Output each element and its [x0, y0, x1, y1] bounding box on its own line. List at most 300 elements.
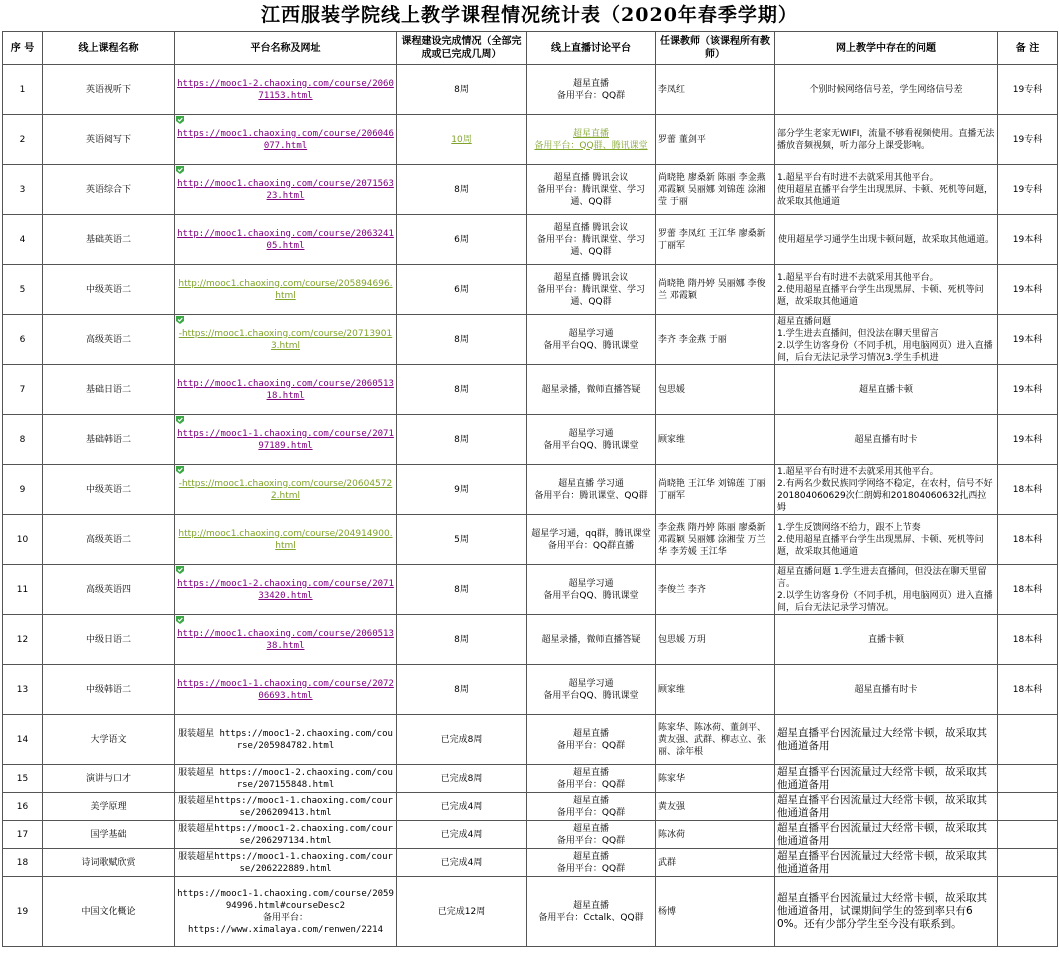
live-platform [527, 665, 656, 715]
remark-text [998, 465, 1058, 515]
row-number-text: 15 [16, 773, 29, 784]
teacher-list [656, 365, 775, 415]
progress-value [397, 793, 527, 821]
progress-value [397, 565, 527, 615]
row-number-text: 1 [19, 84, 26, 95]
row-number [3, 165, 43, 215]
progress-value [397, 765, 527, 793]
course-name [43, 465, 175, 515]
row-number [3, 821, 43, 849]
teacher-list-text: 包思媛 [658, 384, 686, 395]
teacher-list [656, 821, 775, 849]
row-number-text: 5 [19, 284, 26, 295]
platform-link-text[interactable]: http://mooc1.chaoxing.com/course/204914900.html [178, 528, 393, 551]
progress-value-text: 已完成4周 [440, 829, 483, 840]
progress-value [397, 615, 527, 665]
table-row [3, 165, 1058, 215]
issue-text-text: 超星直播平台因流量过大经常卡顿，故采取其他通道备用 [777, 822, 987, 847]
issue-text-text: 个别时候网络信号差，学生网络信号差 [809, 84, 963, 95]
issue-text-text: 超星直播平台因流量过大经常卡顿，故采取其他通道备用 [777, 766, 987, 791]
table-row [3, 215, 1058, 265]
platform-link[interactable] [175, 877, 397, 947]
table-row [3, 793, 1058, 821]
teacher-list [656, 65, 775, 115]
platform-link-text[interactable]: 服装超星 https://mooc1-2.chaoxing.com/course/207155848.html [178, 767, 393, 790]
remark-text [998, 849, 1058, 877]
platform-link[interactable] [175, 365, 397, 415]
issue-text [775, 215, 998, 265]
issue-text-text: 超星直播问题 1.学生进去直播间，但没法在聊天里留言。 2.以学生访客身份（不同手机，用电脑网页）进入直播间，后台无法记录学习情况。 [777, 567, 993, 613]
remark-text-text: 19专科 [1012, 84, 1043, 95]
row-number-text: 10 [16, 534, 29, 545]
live-platform-text: 超星直播 腾讯会议 备用平台：腾讯课堂、学习通、QQ群 [536, 172, 645, 207]
platform-link-text[interactable]: http://mooc1.chaoxing.com/course/205894696.html [178, 278, 393, 301]
platform-link[interactable] [175, 465, 397, 515]
teacher-list-text: 尚晓艳 王江华 刘锦莲 丁丽 丁丽军 [658, 478, 766, 501]
platform-link-text[interactable]: https://mooc1-1.chaoxing.com/course/207197189.html [177, 428, 394, 451]
row-number-text: 19 [16, 906, 29, 917]
remark-text-text: 19专科 [1012, 134, 1043, 145]
header-platform: 平台名称及网址 [175, 32, 397, 65]
progress-value-text: 已完成8周 [440, 734, 483, 745]
row-number [3, 515, 43, 565]
remark-text-text: 19本科 [1012, 384, 1043, 395]
teacher-list-text: 罗蕾 董剑平 [658, 134, 706, 145]
header-progress: 课程建设完成情况（全部完成或已完成几周） [397, 32, 527, 65]
platform-link-text[interactable]: http://mooc1.chaoxing.com/course/206324105.html [177, 228, 394, 251]
remark-text [998, 165, 1058, 215]
progress-value-text: 8周 [454, 434, 469, 445]
course-name [43, 821, 175, 849]
platform-link-text[interactable]: 服装超星 https://mooc1-2.chaoxing.com/course/205984782.html [178, 728, 393, 751]
check-flag-icon [175, 165, 185, 175]
header-course: 线上课程名称 [43, 32, 175, 65]
teacher-list [656, 115, 775, 165]
course-name-text: 基础日语二 [85, 384, 131, 395]
table-row [3, 465, 1058, 515]
teacher-list-text: 李俊兰 李齐 [658, 584, 706, 595]
row-number [3, 415, 43, 465]
table-row [3, 315, 1058, 365]
course-name-text: 高级英语四 [85, 584, 131, 595]
issue-text-text: 超星直播有时卡 [854, 434, 918, 445]
platform-link[interactable] [175, 615, 397, 665]
check-flag-icon [175, 115, 185, 125]
remark-text [998, 715, 1058, 765]
teacher-list-text: 陈冰荷 [658, 829, 686, 840]
teacher-list-text: 武群 [658, 857, 677, 868]
platform-link[interactable] [175, 165, 397, 215]
platform-link[interactable] [175, 415, 397, 465]
row-number-text: 14 [16, 734, 29, 745]
progress-value-text: 5周 [454, 534, 469, 545]
course-name [43, 215, 175, 265]
issue-text [775, 265, 998, 315]
table-row [3, 877, 1058, 947]
course-name [43, 265, 175, 315]
row-number [3, 265, 43, 315]
progress-value [397, 821, 527, 849]
remark-text [998, 515, 1058, 565]
progress-value [397, 65, 527, 115]
live-platform [527, 415, 656, 465]
platform-link-text[interactable]: -https://mooc1.chaoxing.com/course/207139013.html [178, 328, 393, 351]
teacher-list [656, 765, 775, 793]
row-number-text: 3 [19, 184, 26, 195]
remark-text [998, 115, 1058, 165]
remark-text [998, 65, 1058, 115]
course-name-text: 诗词歌赋欣赏 [81, 857, 136, 868]
header-live: 线上直播讨论平台 [527, 32, 656, 65]
issue-text [775, 415, 998, 465]
header-remark: 备 注 [998, 32, 1058, 65]
issue-text [775, 715, 998, 765]
progress-value [397, 165, 527, 215]
progress-value [397, 365, 527, 415]
live-platform-text: 超星学习通，qq群，腾讯课堂 备用平台：QQ群直播 [531, 528, 651, 551]
platform-link-text[interactable]: http://mooc1.chaoxing.com/course/206051338.html [177, 628, 394, 651]
course-name [43, 65, 175, 115]
teacher-list-text: 李凤红 [658, 84, 686, 95]
course-table [2, 31, 1058, 947]
table-row [3, 415, 1058, 465]
table-row [3, 265, 1058, 315]
course-name-text: 英语综合下 [85, 184, 131, 195]
check-flag-icon [175, 615, 185, 625]
course-name [43, 877, 175, 947]
row-number [3, 65, 43, 115]
live-platform-text: 超星录播，微师直播答疑 [541, 634, 641, 645]
table-row [3, 615, 1058, 665]
platform-link[interactable] [175, 665, 397, 715]
table-row [3, 115, 1058, 165]
remark-text [998, 315, 1058, 365]
remark-text [998, 565, 1058, 615]
teacher-list-text: 陈家华、陈冰荷、董剑平、黄友强、武群、柳志立、张丽、涂年根 [658, 722, 767, 757]
teacher-list-text: 李齐 李金燕 于丽 [658, 334, 727, 345]
remark-text-text: 18本科 [1012, 534, 1043, 545]
row-number [3, 665, 43, 715]
remark-text [998, 793, 1058, 821]
course-name-text: 演讲与口才 [85, 773, 131, 784]
teacher-list-text: 尚晓艳 隋丹婷 吴丽娜 李俊兰 邓霞颖 [658, 278, 766, 301]
remark-text-text: 18本科 [1012, 634, 1043, 645]
course-name [43, 715, 175, 765]
course-name-text: 国学基础 [90, 829, 127, 840]
table-row [3, 365, 1058, 415]
course-name [43, 115, 175, 165]
issue-text [775, 877, 998, 947]
issue-text [775, 465, 998, 515]
platform-link-text[interactable]: https://mooc1-1.chaoxing.com/course/207206693.html [177, 678, 394, 701]
course-name-text: 基础韩语二 [85, 434, 131, 445]
platform-link[interactable] [175, 765, 397, 793]
course-name [43, 765, 175, 793]
platform-link[interactable] [175, 265, 397, 315]
remark-text [998, 615, 1058, 665]
issue-text [775, 315, 998, 365]
issue-text-text: 超星直播问题 1.学生进去直播间，但没法在聊天里留言 2.以学生访客身份（不同手机，用电脑网页）进入直播间，后台无法记录学习情况3.学生手机进 [777, 317, 993, 363]
platform-link-text[interactable]: http://mooc1.chaoxing.com/course/207156323.html [177, 178, 394, 201]
course-name [43, 665, 175, 715]
issue-text [775, 565, 998, 615]
platform-link[interactable] [175, 821, 397, 849]
live-platform [527, 265, 656, 315]
row-number [3, 365, 43, 415]
remark-text-text: 19本科 [1012, 234, 1043, 245]
live-platform-text: 超星直播 备用平台：QQ群 [556, 728, 626, 751]
issue-text [775, 115, 998, 165]
live-platform-text: 超星直播 备用平台：QQ群 [556, 823, 626, 846]
live-platform-text: 超星直播 备用平台：QQ群 [556, 795, 626, 818]
platform-link[interactable] [175, 565, 397, 615]
issue-text [775, 515, 998, 565]
platform-link[interactable] [175, 715, 397, 765]
teacher-list [656, 715, 775, 765]
issue-text-text: 1.超星平台有时进不去就采用其他平台。 2.使用超星直播平台学生出现黑屏、卡顿、死机等问题，故采取其他通道 [777, 272, 984, 307]
teacher-list-text: 顾家维 [658, 434, 686, 445]
issue-text-text: 1.超星平台有时进不去就采用其他平台。 2.有两名少数民族同学网络不稳定，在农村，信号不好 201804060629次仁朗姆和201804060632扎西拉姆 [777, 467, 993, 513]
table-row [3, 821, 1058, 849]
progress-value-text: 8周 [454, 634, 469, 645]
course-name [43, 793, 175, 821]
remark-text-text: 19本科 [1012, 284, 1043, 295]
issue-text-text: 使用超星学习通学生出现卡顿问题，故采取其他通道。 [777, 234, 994, 245]
table-row [3, 515, 1058, 565]
teacher-list [656, 415, 775, 465]
row-number [3, 215, 43, 265]
row-number-text: 17 [16, 829, 29, 840]
teacher-list [656, 465, 775, 515]
live-platform [527, 821, 656, 849]
remark-text-text: 19本科 [1012, 334, 1043, 345]
remark-text [998, 765, 1058, 793]
teacher-list [656, 265, 775, 315]
progress-value [397, 315, 527, 365]
teacher-list-text: 尚晓艳 廖桑新 陈丽 李金燕 邓霞颖 吴丽娜 刘锦莲 涂湘莹 于丽 [658, 172, 766, 207]
live-platform [527, 315, 656, 365]
teacher-list [656, 165, 775, 215]
remark-text-text: 19本科 [1012, 434, 1043, 445]
teacher-list-text: 黄友强 [658, 801, 686, 812]
remark-text [998, 365, 1058, 415]
remark-text [998, 821, 1058, 849]
remark-text [998, 877, 1058, 947]
remark-text-text: 18本科 [1012, 584, 1043, 595]
progress-value-text: 8周 [454, 684, 469, 695]
row-number [3, 315, 43, 365]
course-name-text: 美学原理 [90, 801, 127, 812]
platform-link-text[interactable]: https://mooc1-2.chaoxing.com/course/207133420.html [177, 578, 394, 601]
live-platform [527, 765, 656, 793]
issue-text [775, 765, 998, 793]
teacher-list-text: 顾家维 [658, 684, 686, 695]
check-flag-icon [175, 415, 185, 425]
live-platform [527, 115, 656, 165]
header-row [3, 32, 1058, 65]
table-row [3, 715, 1058, 765]
teacher-list-text: 陈家华 [658, 773, 686, 784]
platform-link-text[interactable]: https://mooc1.chaoxing.com/course/206046077.html [177, 128, 394, 151]
progress-value [397, 115, 527, 165]
row-number [3, 115, 43, 165]
row-number-text: 4 [19, 234, 26, 245]
platform-link[interactable] [175, 315, 397, 365]
remark-text [998, 215, 1058, 265]
check-flag-icon [175, 565, 185, 575]
course-name-text: 高级英语二 [85, 334, 131, 345]
course-name [43, 315, 175, 365]
course-name-text: 中级日语二 [85, 634, 131, 645]
issue-text-text: 超星直播有时卡 [854, 684, 918, 695]
issue-text [775, 849, 998, 877]
header-no: 序 号 [3, 32, 43, 65]
progress-value [397, 215, 527, 265]
live-platform [527, 615, 656, 665]
course-name [43, 565, 175, 615]
remark-text [998, 665, 1058, 715]
platform-link-text[interactable]: https://mooc1-1.chaoxing.com/course/205994996.html#courseDesc2 备用平台： https://www.ximalaya.com/renwen/2214 [177, 888, 394, 935]
progress-value-text: 6周 [454, 234, 469, 245]
row-number [3, 615, 43, 665]
row-number-text: 12 [16, 634, 29, 645]
platform-link-text[interactable]: https://mooc1-2.chaoxing.com/course/206071153.html [177, 78, 394, 101]
course-name-text: 英语视听下 [85, 84, 131, 95]
platform-link-text[interactable]: http://mooc1.chaoxing.com/course/206051318.html [177, 378, 394, 401]
row-number [3, 849, 43, 877]
row-number-text: 13 [16, 684, 29, 695]
progress-value-text: 6周 [454, 284, 469, 295]
live-platform-text: 超星直播 学习通 备用平台：腾讯课堂、QQ群 [534, 478, 648, 501]
progress-value [397, 515, 527, 565]
progress-value-text: 8周 [454, 84, 469, 95]
course-name [43, 415, 175, 465]
progress-value [397, 265, 527, 315]
row-number-text: 6 [19, 334, 26, 345]
remark-text [998, 415, 1058, 465]
progress-value [397, 877, 527, 947]
platform-link-text[interactable]: 服装超星https://mooc1-1.chaoxing.com/course/206222889.html [178, 851, 393, 874]
course-name-text: 中级英语二 [85, 484, 131, 495]
table-row [3, 765, 1058, 793]
progress-value-text: 8周 [454, 584, 469, 595]
progress-value-text: 已完成12周 [437, 906, 486, 917]
row-number-text: 18 [16, 857, 29, 868]
platform-link-text[interactable]: 服装超星https://mooc1-1.chaoxing.com/course/206209413.html [178, 795, 393, 818]
progress-value-text: 8周 [454, 334, 469, 345]
progress-value-text: 9周 [454, 484, 469, 495]
course-name-text: 英语阅写下 [85, 134, 131, 145]
live-platform [527, 515, 656, 565]
platform-link[interactable] [175, 793, 397, 821]
teacher-list [656, 793, 775, 821]
live-platform-text: 超星学习通 备用平台QQ、腾讯课堂 [543, 678, 639, 701]
live-platform-text: 超星直播 备用平台：QQ群 [556, 767, 626, 790]
live-platform [527, 165, 656, 215]
live-platform [527, 715, 656, 765]
live-platform-text: 超星学习通 备用平台QQ、腾讯课堂 [543, 578, 639, 601]
course-name-text: 中级英语二 [85, 284, 131, 295]
platform-link[interactable] [175, 65, 397, 115]
live-platform-text: 超星直播 备用平台：QQ群、腾讯课堂 [534, 128, 648, 151]
live-platform-text: 超星学习通 备用平台QQ、腾讯课堂 [543, 428, 639, 451]
platform-link[interactable] [175, 515, 397, 565]
issue-text-text: 1.学生反馈网络不给力，跟不上节奏 2.使用超星直播平台学生出现黑屏、卡顿、死机等问题，故采取其他通道 [777, 522, 984, 557]
live-platform [527, 793, 656, 821]
live-platform [527, 877, 656, 947]
table-row [3, 565, 1058, 615]
issue-text-text: 1.超星平台有时进不去就采用其他平台。 使用超星直播平台学生出现黑屏、卡顿、死机等问题，故采取其他通道 [777, 172, 994, 207]
row-number-text: 2 [19, 134, 26, 145]
issue-text-text: 超星直播平台因流量过大经常卡顿，故采取其他通道备用 [777, 850, 987, 875]
progress-value [397, 665, 527, 715]
teacher-list [656, 849, 775, 877]
page-title: 江西服装学院线上教学课程情况统计表（2020年春季学期） [261, 4, 798, 26]
teacher-list [656, 315, 775, 365]
teacher-list-text: 包思媛 万玥 [658, 634, 706, 645]
progress-value [397, 849, 527, 877]
progress-value-text: 8周 [454, 384, 469, 395]
row-number-text: 11 [16, 584, 29, 595]
progress-value [397, 415, 527, 465]
issue-text [775, 665, 998, 715]
issue-text [775, 793, 998, 821]
row-number [3, 793, 43, 821]
check-flag-icon [175, 465, 185, 475]
teacher-list-text: 李金燕 隋丹婷 陈丽 廖桑新 邓霞颖 吴丽娜 涂湘莹 万兰华 李芳媛 王江华 [658, 522, 766, 557]
teacher-list [656, 215, 775, 265]
teacher-list [656, 665, 775, 715]
progress-value-text: 10周 [451, 134, 472, 145]
teacher-list-text: 罗蕾 李凤红 王江华 廖桑新 丁丽军 [658, 228, 766, 251]
progress-value-text: 已完成8周 [440, 773, 483, 784]
remark-text [998, 265, 1058, 315]
platform-link[interactable] [175, 215, 397, 265]
check-flag-icon [175, 315, 185, 325]
live-platform [527, 65, 656, 115]
live-platform [527, 215, 656, 265]
live-platform-text: 超星直播 备用平台：QQ群 [556, 851, 626, 874]
course-name [43, 615, 175, 665]
remark-text-text: 18本科 [1012, 484, 1043, 495]
live-platform [527, 365, 656, 415]
issue-text [775, 821, 998, 849]
row-number [3, 877, 43, 947]
row-number [3, 765, 43, 793]
issue-text-text: 直播卡顿 [867, 634, 904, 645]
teacher-list-text: 杨博 [658, 906, 677, 917]
platform-link-text[interactable]: 服装超星https://mooc1-2.chaoxing.com/course/206297134.html [178, 823, 393, 846]
issue-text [775, 165, 998, 215]
row-number [3, 465, 43, 515]
platform-link[interactable] [175, 849, 397, 877]
issue-text [775, 615, 998, 665]
progress-value-text: 已完成4周 [440, 857, 483, 868]
platform-link-text[interactable]: -https://mooc1.chaoxing.com/course/206045722.html [178, 478, 393, 501]
course-name-text: 中级韩语二 [85, 684, 131, 695]
live-platform-text: 超星直播 腾讯会议 备用平台：腾讯课堂、学习通、QQ群 [536, 272, 645, 307]
progress-value [397, 715, 527, 765]
live-platform-text: 超星学习通 备用平台QQ、腾讯课堂 [543, 328, 639, 351]
progress-value-text: 8周 [454, 184, 469, 195]
row-number-text: 7 [19, 384, 26, 395]
live-platform-text: 超星直播 备用平台：QQ群 [556, 78, 626, 101]
platform-link[interactable] [175, 115, 397, 165]
course-name [43, 515, 175, 565]
live-platform [527, 565, 656, 615]
live-platform-text: 超星录播，微师直播答疑 [541, 384, 641, 395]
progress-value-text: 已完成4周 [440, 801, 483, 812]
